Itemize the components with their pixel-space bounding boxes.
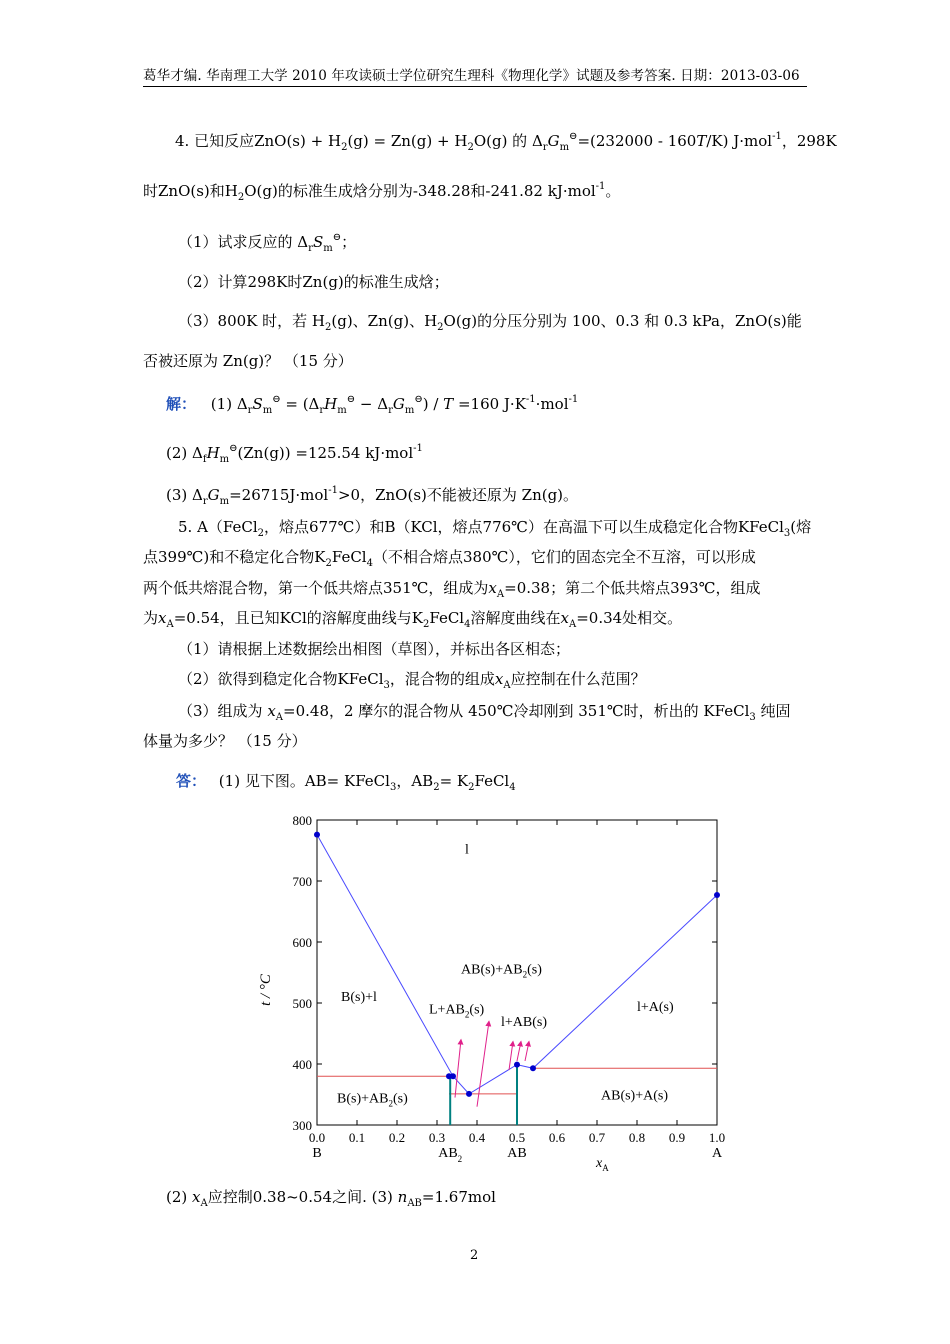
x-tick-label: 0.1 [348, 1130, 366, 1145]
region-label: l [465, 842, 469, 858]
data-point [450, 1073, 456, 1079]
compound-label: $AB_2$ [438, 1146, 463, 1164]
y-axis-label: t / °C [258, 974, 274, 1006]
data-point [314, 832, 320, 838]
x-tick-label: 0.5 [508, 1130, 526, 1145]
compound-label: A [711, 1146, 723, 1161]
callout-arrow [455, 1040, 461, 1098]
header-rule [143, 86, 807, 87]
x-tick-label: 0.0 [308, 1130, 326, 1145]
callout-arrow [525, 1041, 529, 1061]
q4-sub1: （1）试求反应的 $\Delta_rS_m^⊖$； [178, 232, 357, 254]
region-label: l+AB(s) [501, 1015, 548, 1031]
callout-arrow [517, 1041, 521, 1061]
q4-solution-1: 解： (1) $\Delta_rS_m^⊖ = (\Delta_rH_m^⊖ - \Delta_rG_m^⊖) / T =160$ $J\cdot K^{-1}\cdot mol^{-1}$ [166, 394, 579, 416]
q4-sub3-line2: 否被还原为 Zn(g)？ （15 分） [143, 352, 353, 370]
q5-answer-2: (2) $x_A$应控制0.38~0.54之间. (3) $n_{AB}=1.67mol$ [166, 1188, 496, 1209]
y-tick-label: 300 [292, 1118, 312, 1133]
q5-answer-1: 答： (1) 见下图。AB= KFeCl$_3$，$AB_2=$ $K_2FeCl_4$ [176, 772, 516, 793]
data-point [714, 892, 720, 898]
x-tick-label: 0.6 [548, 1130, 566, 1145]
x-tick-label: 0.3 [428, 1130, 446, 1145]
region-label: AB(s)+A(s) [601, 1088, 668, 1104]
q5-para-line2: 点399℃)和不稳定化合物$K_2FeCl_4$（不相合熔点380℃），它们的固态完全不互溶，可以形成 [143, 548, 756, 569]
q5-para-line1: 5. A（FeCl$_2$，熔点677℃）和B（KCl，熔点776℃）在高温下可以生成稳定化合物KFeCl$_3$(熔 [178, 518, 812, 539]
callout-arrow [509, 1041, 513, 1070]
compound-label: AB [507, 1146, 527, 1161]
data-point [466, 1091, 472, 1097]
y-tick-label: 700 [292, 874, 312, 889]
x-tick-label: 0.9 [668, 1130, 686, 1145]
q4-sub3-line1: （3）800K 时，若 $H_2(g)$、Zn(g)、$H_2O(g)$的分压分别为 100、0.3 和 0.3 kPa，ZnO(s)能 [178, 312, 802, 333]
x-tick-label: 0.2 [388, 1130, 406, 1145]
region-label: B(s)+l [341, 990, 377, 1006]
q4-line1: 4. 已知反应$ZnO(s) + H_2(g) = Zn(g) + H_2O(g)$ 的 $\Delta_rG_m^⊖=(232000 - 160T/K)$ J·mol$^{-1}$，298K [175, 131, 837, 153]
region-label: $L+AB_2(s)$ [429, 1002, 485, 1020]
q5-para-line3: 两个低共熔混合物，第一个低共熔点351℃，组成为$x_A=0.38$；第二个低共熔点393℃，组成 [143, 579, 761, 600]
region-label: $AB(s)+AB_2(s)$ [461, 962, 542, 980]
x-tick-label: 1.0 [708, 1130, 726, 1145]
region-label: l+A(s) [637, 999, 674, 1015]
q4-solution-2: (2) $\Delta_fH_m^⊖(Zn(g)) =125.54$ kJ·mol$^{-1}$ [166, 443, 423, 465]
compound-label: B [312, 1146, 322, 1161]
phase-diagram [250, 805, 740, 1190]
q5-sub3-line2: 体量为多少？ （15 分） [143, 732, 307, 750]
y-tick-label: 600 [292, 935, 312, 950]
x-tick-label: 0.4 [468, 1130, 486, 1145]
q5-sub1: （1）请根据上述数据绘出相图（草图），并标出各区相态； [178, 640, 571, 658]
page-header: 葛华才编. 华南理工大学 2010 年攻读硕士学位研究生理科《物理化学》试题及参考答案. 日期：2013-03-06 [143, 68, 800, 84]
y-tick-label: 400 [292, 1057, 312, 1072]
y-tick-label: 800 [292, 813, 312, 828]
q5-sub3-line1: （3）组成为 $x_A=0.48$，2 摩尔的混合物从 450℃冷却刚到 351℃时，析出的 KFeCl$_3$ 纯固 [178, 702, 791, 723]
region-label: $B(s)+AB_2(s)$ [337, 1091, 408, 1109]
y-tick-label: 500 [292, 996, 312, 1011]
page-number: 2 [470, 1248, 479, 1263]
q4-line2: 时ZnO(s)和$H_2O(g)$的标准生成焓分别为-348.28和-241.82 kJ·mol$^{-1}$。 [143, 181, 621, 203]
x-tick-label: 0.7 [588, 1130, 606, 1145]
q4-sub2: （2）计算298K时Zn(g)的标准生成焓； [178, 273, 449, 291]
data-point [530, 1065, 536, 1071]
data-point [514, 1062, 520, 1068]
q5-sub2: （2）欲得到稳定化合物KFeCl$_3$，混合物的组成$x_A$应控制在什么范围？ [178, 670, 646, 691]
q4-solution-3: (3) $\Delta_rG_m=26715J\cdot mol^{-1}>0$，ZnO(s)不能被还原为 Zn(g)。 [166, 485, 579, 507]
q5-para-line4: 为$x_A=0.54$，且已知KCl的溶解度曲线与$K_2FeCl_4$溶解度曲线在$x_A=0.34$处相交。 [143, 609, 683, 630]
x-axis-label: $x_A$ [596, 1156, 609, 1173]
x-tick-label: 0.8 [628, 1130, 646, 1145]
